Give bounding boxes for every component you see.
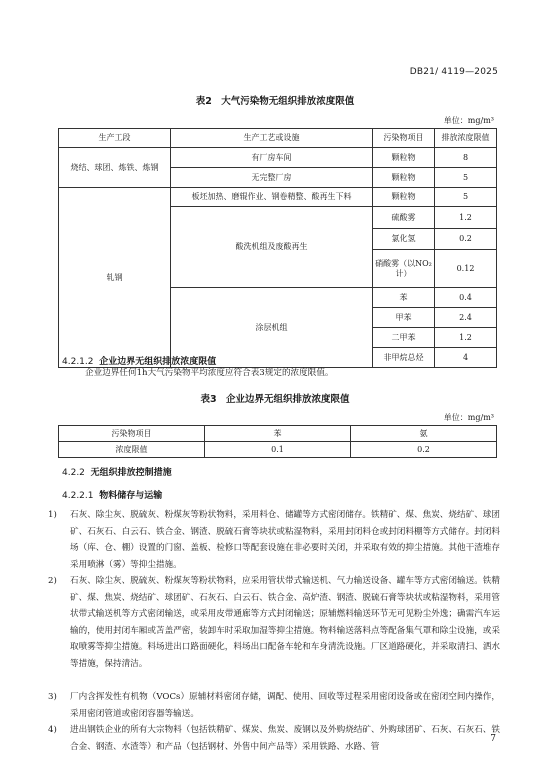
- table-row: [59, 188, 497, 207]
- process-cell: 酸洗机组及废酸再生: [171, 207, 373, 288]
- table2-unit: 单位：mg/m³: [443, 116, 494, 125]
- limit-cell: 2.4: [435, 308, 497, 328]
- table3-unit: 单位：mg/m³: [443, 413, 494, 422]
- table2-header-cell: 排放浓度限值: [435, 129, 497, 148]
- limit-cell: 1.2: [435, 328, 497, 348]
- limit-cell: 0.2: [435, 229, 497, 250]
- table3-cell: 0.2: [351, 442, 497, 458]
- table-row: [59, 442, 497, 458]
- pollutant-cell: 氯化氢: [373, 229, 435, 250]
- stage-cell: 烧结、球团、炼铁、炼钢: [59, 148, 171, 188]
- limit-cell: 5: [435, 188, 497, 207]
- pollutant-cell: 硝酸雾（以NO₂计）: [373, 250, 435, 288]
- pollutant-cell: 甲苯: [373, 308, 435, 328]
- list-item: [48, 507, 500, 573]
- limit-cell: 0.4: [435, 288, 497, 308]
- item-text: 进出钢铁企业的所有大宗物料（包括铁精矿、煤炭、焦炭、废钢以及外购烧结矿、外购球团矿、石灰、石灰石、铁合金、钢渣、水渣等）和产品（包括钢材、外售中间产品等）采用铁路、水路、管: [70, 725, 500, 752]
- item-number: 4): [48, 725, 57, 735]
- process-cell: 无完整厂房: [171, 168, 373, 188]
- table3-cell: 氨: [351, 426, 497, 442]
- table2-header-cell: 生产工段: [59, 129, 171, 148]
- table3-cell: 0.1: [205, 442, 351, 458]
- process-cell: 板坯加热、磨辊作业、钢卷精整、酸再生下料: [171, 188, 373, 207]
- limit-cell: 1.2: [435, 207, 497, 229]
- section-title: 物料储存与运输: [99, 491, 163, 501]
- pollutant-cell: 硫酸雾: [373, 207, 435, 229]
- table-row: [59, 426, 497, 442]
- section-number: 4.2.2: [62, 468, 85, 478]
- item-number: 3): [48, 692, 57, 702]
- limit-cell: 0.12: [435, 250, 497, 288]
- item-text: 石灰、除尘灰、脱硫灰、粉煤灰等粉状物料，应采用管状带式输送机、气力输送设备、罐车等方式密闭输送。铁精矿、煤、焦炭、烧结矿、球团矿、石灰石、白云石、铁合金、高炉渣、钢渣、脱硫石膏等块状或粘湿物料，采用管状带式输送机等方式密闭输送，或采用皮带通廊等方式封闭输送；原辅燃料输送环节无可见粉尘外逸；确需汽车运输的，使用封闭车厢或苫盖严密，装卸车时采取加湿等抑尘措施。物料输送落料点等配备集气罩和除尘设施，或采取喷雾等抑尘措施。料场进出口路面硬化，料场出口配备车轮和车身清洗设施。厂区道路硬化，并采取清扫、洒水等措施，保持清洁。: [70, 576, 500, 669]
- pollutant-cell: 非甲烷总烃: [373, 348, 435, 368]
- table3-cell: 苯: [205, 426, 351, 442]
- section-number: 4.2.1.2: [62, 357, 94, 367]
- limit-cell: 8: [435, 148, 497, 168]
- section-422-heading: [62, 465, 172, 478]
- section-4212-body: 企业边界任何1h大气污染物平均浓度应符合表3规定的浓度限值。: [85, 368, 334, 378]
- stage-cell: 轧钢: [59, 188, 171, 368]
- list-item: [48, 722, 500, 755]
- list-item: [48, 689, 500, 722]
- process-cell: 有厂房车间: [171, 148, 373, 168]
- table3-cell: 浓度限值: [59, 442, 205, 458]
- table-row: [59, 148, 497, 168]
- process-cell: 涂层机组: [171, 288, 373, 368]
- table2: [58, 128, 497, 368]
- pollutant-cell: 颗粒物: [373, 168, 435, 188]
- item-text: 石灰、除尘灰、脱硫灰、粉煤灰等粉状物料，采用料仓、储罐等方式密闭储存。铁精矿、煤、焦炭、烧结矿、球团矿、石灰石、白云石、铁合金、钢渣、脱硫石膏等块状或粘湿物料，采用封闭料仓或封闭料棚等方式储存。封闭料场（库、仓、棚）设置的门窗、盖板、检修口等配套设施在非必要时关闭，并采取有效的抑尘措施。其他干渣堆存采用喷淋（雾）等抑尘措施。: [70, 510, 500, 570]
- table3-title: 表3 企业边界无组织排放浓度限值: [200, 394, 350, 405]
- item-text: 厂内含挥发性有机物（VOCs）原辅材料密闭存储，调配、使用、回收等过程采用密闭设备或在密闭空间内操作，采用密闭管道或密闭容器等输送。: [70, 692, 500, 719]
- item-number: 1): [48, 510, 57, 520]
- pollutant-cell: 颗粒物: [373, 188, 435, 207]
- section-title: 无组织排放控制措施: [90, 468, 172, 478]
- page-number: 7: [490, 734, 496, 744]
- pollutant-cell: 苯: [373, 288, 435, 308]
- table3: [58, 425, 497, 458]
- pollutant-cell: 二甲苯: [373, 328, 435, 348]
- table2-header-cell: 生产工艺或设施: [171, 129, 373, 148]
- section-4221-heading: [62, 488, 162, 501]
- table2-header-cell: 污染物项目: [373, 129, 435, 148]
- item-number: 2): [48, 576, 57, 586]
- pollutant-cell: 颗粒物: [373, 148, 435, 168]
- limit-cell: 5: [435, 168, 497, 188]
- standard-code: DB21/ 4119—2025: [409, 67, 498, 77]
- table2-header-row: [59, 129, 497, 148]
- section-title: 企业边界无组织排放浓度限值: [99, 357, 217, 367]
- table3-cell: 污染物项目: [59, 426, 205, 442]
- list-item: [48, 573, 500, 673]
- section-number: 4.2.2.1: [62, 491, 94, 501]
- limit-cell: 4: [435, 348, 497, 368]
- table2-title: 表2 大气污染物无组织排放浓度限值: [195, 96, 355, 107]
